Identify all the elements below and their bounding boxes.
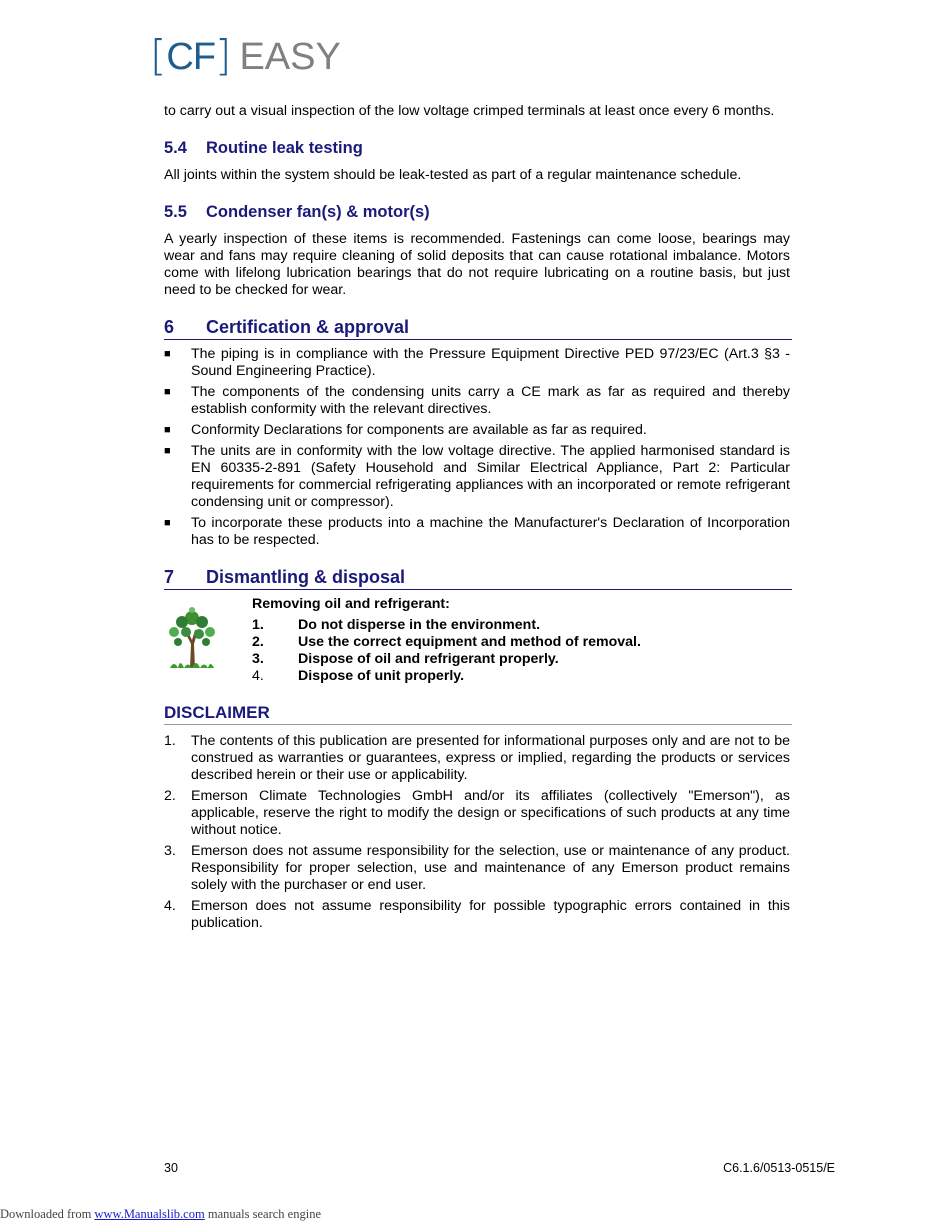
list-item xyxy=(164,843,790,894)
step-text: Dispose of oil and refrigerant properly. xyxy=(298,651,559,667)
step-text: Use the correct equipment and method of removal. xyxy=(298,634,641,650)
disposal-step xyxy=(252,617,790,634)
tree-icon xyxy=(164,596,252,685)
logo-bracket-open: [ xyxy=(150,31,167,80)
disposal-text xyxy=(252,596,790,685)
section-title: Condenser fan(s) & motor(s) xyxy=(206,203,430,221)
section-number: 7 xyxy=(164,567,175,587)
section-number: 6 xyxy=(164,317,175,337)
logo-cf: CF xyxy=(166,36,216,78)
section-number: 5.5 xyxy=(164,203,187,221)
step-number: 2. xyxy=(252,634,264,650)
intro-paragraph: to carry out a visual inspection of the low voltage crimped terminals at least once every 6 months. xyxy=(164,103,775,119)
item-text: Emerson Climate Technologies GmbH and/or its affiliates (collectively "Emerson"), as applicable, reserve the right to modify the design or specifications of such products at any time without notice. xyxy=(191,788,790,838)
disposal-step xyxy=(252,651,790,668)
list-item-text: The units are in conformity with the low voltage directive. The applied harmonised standard is EN 60335-2-891 (Safety Household and Similar Electrical Appliance, Part 2: Particular requirements for commercial refrigerating appliances with an incorporated or remote refrigerant condensing unit or compressor). xyxy=(191,443,790,510)
bullet-icon: ■ xyxy=(164,424,171,436)
download-bar xyxy=(0,1207,321,1222)
list-item xyxy=(164,384,790,418)
item-number: 1. xyxy=(164,733,176,749)
section-5-4-heading xyxy=(164,138,790,158)
bullet-icon: ■ xyxy=(164,386,171,398)
list-item-text: To incorporate these products into a machine the Manufacturer's Declaration of Incorporation has to be respected. xyxy=(191,515,790,548)
list-item xyxy=(164,515,790,549)
step-number: 1. xyxy=(252,617,264,633)
section-5-5-heading xyxy=(164,202,790,222)
manualslib-link[interactable]: www.Manualslib.com xyxy=(94,1207,205,1221)
step-number: 4. xyxy=(252,668,264,684)
item-number: 3. xyxy=(164,843,176,859)
cf-easy-logo xyxy=(150,31,341,80)
step-number: 3. xyxy=(252,651,264,667)
section-title: Dismantling & disposal xyxy=(206,567,406,587)
page-content xyxy=(164,103,790,936)
item-number: 2. xyxy=(164,788,176,804)
disposal-block xyxy=(164,596,790,685)
section-7-heading xyxy=(164,566,792,590)
section-6-heading xyxy=(164,316,792,340)
section-number: 5.4 xyxy=(164,139,187,157)
list-item xyxy=(164,733,790,784)
bullet-icon: ■ xyxy=(164,517,171,529)
section-title: Routine leak testing xyxy=(206,139,363,157)
item-text: The contents of this publication are presented for informational purposes only and are not to be construed as warranties or guarantees, express or implied, regarding the products or services described herein or their use or applicability. xyxy=(191,733,790,783)
disposal-subtitle: Removing oil and refrigerant: xyxy=(252,596,450,612)
list-item xyxy=(164,898,790,932)
section-5-4-text: All joints within the system should be leak-tested as part of a regular maintenance schedule. xyxy=(164,167,742,183)
document-code: C6.1.6/0513-0515/E xyxy=(723,1161,835,1175)
download-prefix: Downloaded from xyxy=(0,1207,92,1221)
page-number: 30 xyxy=(164,1161,178,1175)
logo-easy: EASY xyxy=(239,36,341,78)
disposal-step xyxy=(252,668,790,685)
disclaimer-list xyxy=(164,733,790,932)
bullet-icon: ■ xyxy=(164,445,171,457)
disclaimer-heading: DISCLAIMER xyxy=(164,702,792,725)
list-item xyxy=(164,443,790,511)
logo-bracket-close: ] xyxy=(215,31,232,80)
section-5-5-text: A yearly inspection of these items is recommended. Fastenings can come loose, bearings may wear and fans may require cleaning of solid deposits that can cause rotational imbalance. Motors come with lifelong lubrication bearings that do not require lubricating on a routine basis, but just need to be checked for wear. xyxy=(164,231,790,298)
step-text: Dispose of unit properly. xyxy=(298,668,465,684)
certification-list xyxy=(164,346,790,549)
download-suffix: manuals search engine xyxy=(207,1207,321,1221)
list-item-text: The piping is in compliance with the Pressure Equipment Directive PED 97/23/EC (Art.3 §3 - Sound Engineering Practice). xyxy=(191,346,790,379)
item-number: 4. xyxy=(164,898,176,914)
list-item-text: The components of the condensing units carry a CE mark as far as required and thereby establish conformity with the relevant directives. xyxy=(191,384,790,417)
item-text: Emerson does not assume responsibility for possible typographic errors contained in this publication. xyxy=(191,898,790,931)
list-item-text: Conformity Declarations for components are available as far as required. xyxy=(191,422,647,438)
list-item xyxy=(164,346,790,380)
step-text: Do not disperse in the environment. xyxy=(298,617,541,633)
item-text: Emerson does not assume responsibility for the selection, use or maintenance of any product. Responsibility for proper selection, use and maintenance of any Emerson product remains solely with the purchaser or end user. xyxy=(191,843,790,893)
list-item xyxy=(164,422,790,439)
disposal-step xyxy=(252,634,790,651)
list-item xyxy=(164,788,790,839)
bullet-icon: ■ xyxy=(164,348,171,360)
section-title: Certification & approval xyxy=(206,317,410,337)
